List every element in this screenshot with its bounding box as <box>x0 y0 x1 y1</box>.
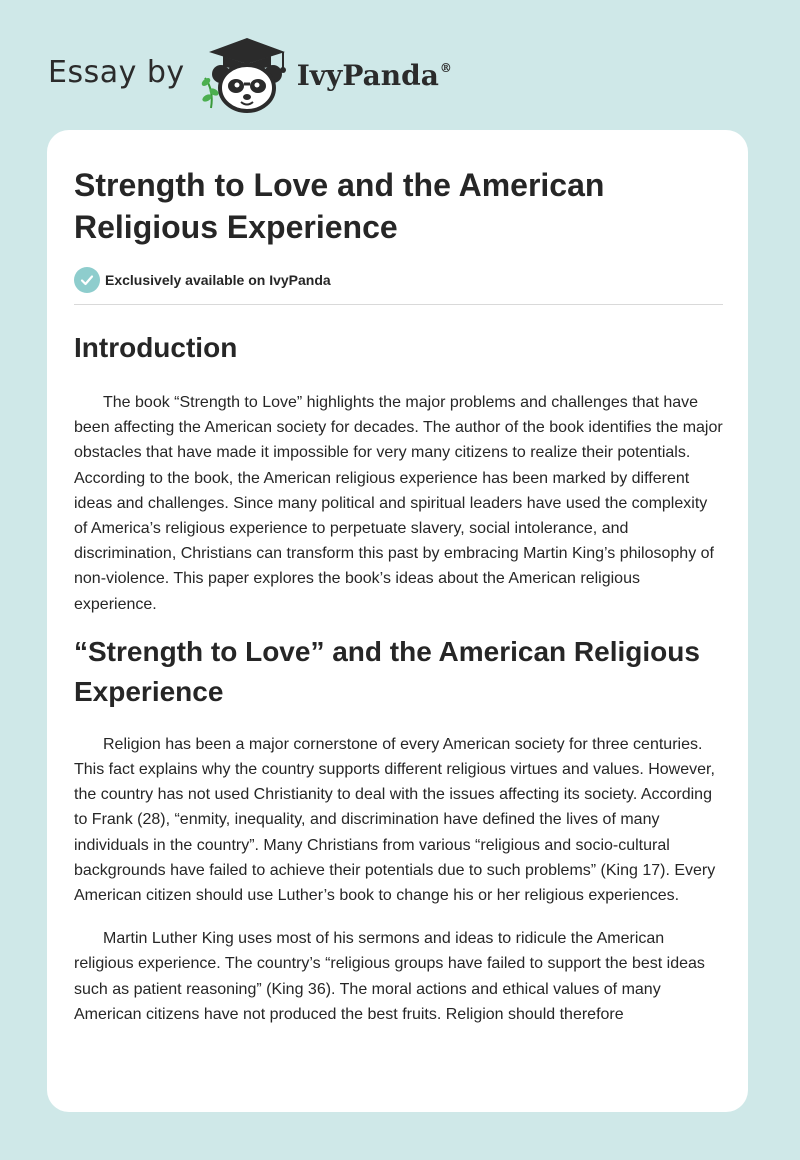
exclusive-badge-text: Exclusively available on IvyPanda <box>105 272 331 288</box>
document-title: Strength to Love and the American Religious Experience <box>74 167 605 245</box>
paragraph: The book “Strength to Love” highlights the major problems and challenges that have been affecting the American society for decades. The author of the book identifies the major obstacles that have made it impossible for very many citizens to realize their potentials. According to the book, the American religious experience has been marked by different ideas and challenges. Since many political and spiritual leaders have used the complexity of America’s religious experience to perpetuate slavery, social intolerance, and discrimination, Christians can transform this past by embracing Martin King’s philosophy of non-violence. This paper explores the book’s ideas about the American religious experience. <box>74 394 723 613</box>
essay-card <box>47 130 748 1112</box>
brand-header <box>48 34 452 114</box>
brand-name[interactable] <box>297 59 452 92</box>
title-divider <box>74 304 723 305</box>
section-heading-introduction: Introduction <box>74 332 238 363</box>
check-circle-icon <box>74 267 100 293</box>
paragraph: Religion has been a major cornerstone of every American society for three centuries. This fact explains why the country supports different religious virtues and values. However, the country has not used Christianity to deal with the issues affecting its society. According to Frank (28), “enmity, inequality, and discrimination have defined the lives of many individuals in the country”. Many Christians from various “religious and socio-cultural backgrounds have failed to achieve their potentials due to such problems” (King 17). Every American citizen should use Luther’s book to change his or her religious experiences. <box>74 735 716 905</box>
section-introduction <box>74 328 722 617</box>
exclusive-badge <box>74 267 722 293</box>
brand-name-text: IvyPanda <box>296 58 439 92</box>
section-heading-strength-to-love: “Strength to Love” and the American Religious Experience <box>74 635 700 707</box>
section-strength-to-love <box>74 632 722 1027</box>
registered-mark: ® <box>439 60 452 75</box>
paragraph: Martin Luther King uses most of his sermons and ideas to ridicule the American religious experience. The country’s “religious groups have failed to support the best ideas such as patient reasoning” (King 36). The moral actions and ethical values of many American citizens have not produced the best fruits. Religion should therefore <box>74 930 705 1023</box>
panda-graduate-logo-icon[interactable] <box>199 34 295 114</box>
brand-prefix: Essay by <box>48 54 185 90</box>
